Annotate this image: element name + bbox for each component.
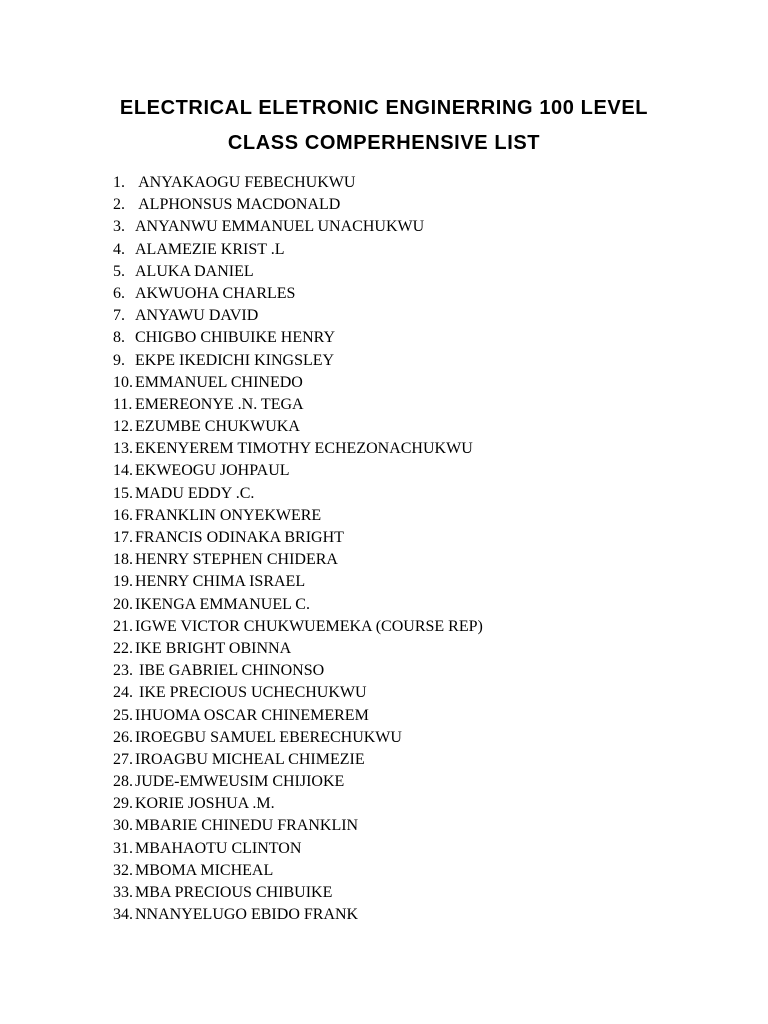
list-item-number: 17. [113,529,133,546]
list-item [113,283,483,305]
list-item-name: EKPE IKEDICHI KINGSLEY [135,351,335,369]
list-item-name: EKENYEREM TIMOTHY ECHEZONACHUKWU [135,440,473,458]
list-item-number: 32. [113,861,133,879]
list-item-name: IKE PRECIOUS UCHECHUKWU [135,684,367,702]
list-item-name: EZUMBE CHUKWUKA [135,418,300,436]
list-item [113,350,483,372]
list-item-number: 1. [113,174,125,191]
list-item [113,638,483,660]
list-item-name: EMEREONYE .N. TEGA [135,395,304,413]
list-item-name: ALUKA DANIEL [135,262,254,280]
list-item [113,682,483,704]
list-item-number: 31. [113,839,133,857]
list-item-name: IGWE VICTOR CHUKWUEMEKA (COURSE REP) [135,617,483,635]
list-item-name: MBARIE CHINEDU FRANKLIN [135,817,359,835]
list-item-number: 30. [113,817,133,835]
list-item-number: 9. [113,351,125,369]
list-item-name: AKWUOHA CHARLES [135,284,296,302]
list-item [113,261,483,283]
list-item-number: 13. [113,440,133,458]
list-item-name: HENRY STEPHEN CHIDERA [135,551,338,569]
list-item-name: IBE GABRIEL CHINONSO [135,662,325,680]
list-item-number: 12. [113,418,133,436]
list-item-name: MADU EDDY .C. [135,484,255,502]
list-item-number: 10. [113,373,133,391]
list-item [113,438,483,460]
list-item-number: 28. [113,773,133,791]
list-item-name: IROAGBU MICHEAL CHIMEZIE [135,750,365,768]
list-item [113,505,483,527]
list-item-name: ALPHONSUS MACDONALD [135,196,341,214]
list-item-name: JUDE-EMWEUSIM CHIJIOKE [135,773,345,791]
list-item-name: NNANYELUGO EBIDO FRANK [135,906,359,924]
list-item [113,372,483,394]
list-item-name: ANYAKAOGU FEBECHUKWU [135,174,356,191]
list-item [113,860,483,882]
list-item [113,749,483,771]
list-item [113,416,483,438]
list-item [113,394,483,416]
list-item-number: 14. [113,462,133,480]
list-item [113,838,483,860]
list-item-number: 23. [113,662,133,680]
student-list [113,172,483,926]
list-item-number: 33. [113,884,133,901]
list-item [113,904,483,926]
list-item-number: 26. [113,728,133,746]
list-item [113,660,483,682]
list-item-name: EKWEOGU JOHPAUL [135,462,290,480]
list-item-name: ANYAWU DAVID [135,307,259,325]
list-item-name: IKENGA EMMANUEL C. [135,595,310,613]
list-item-name: KORIE JOSHUA .M. [135,795,275,813]
list-item [113,460,483,482]
list-item-name: CHIGBO CHIBUIKE HENRY [135,329,335,347]
list-item-number: 11. [113,395,133,413]
list-item-number: 7. [113,307,125,325]
list-item-number: 24. [113,684,133,702]
list-item-name: MBA PRECIOUS CHIBUIKE [135,884,333,901]
list-item-name: FRANCIS ODINAKA BRIGHT [135,529,344,546]
list-item-number: 2. [113,196,125,214]
list-item-name: HENRY CHIMA ISRAEL [135,573,306,591]
list-item [113,172,483,194]
list-item [113,194,483,216]
list-item-number: 34. [113,906,133,924]
list-item-name: MBAHAOTU CLINTON [135,839,302,857]
list-item-name: EMMANUEL CHINEDO [135,373,303,391]
list-item-number: 19. [113,573,133,591]
list-item [113,793,483,815]
list-item [113,483,483,505]
list-item [113,815,483,837]
list-item-name: FRANKLIN ONYEKWERE [135,506,322,524]
list-item [113,882,483,904]
list-item-name: ALAMEZIE KRIST .L [135,240,285,258]
list-item-number: 3. [113,218,125,236]
list-item-name: IHUOMA OSCAR CHINEMEREM [135,706,369,724]
list-item [113,327,483,349]
list-item-number: 29. [113,795,133,813]
list-item-number: 16. [113,506,133,524]
document-title: ELECTRICAL ELETRONIC ENGINERRING 100 LEVEL [119,97,649,119]
list-item-number: 6. [113,284,125,302]
list-item [113,771,483,793]
list-item-name: IROEGBU SAMUEL EBERECHUKWU [135,728,402,746]
list-item [113,216,483,238]
list-item-number: 22. [113,639,133,657]
list-item-name: MBOMA MICHEAL [135,861,274,879]
list-item [113,571,483,593]
list-item-name: ANYANWU EMMANUEL UNACHUKWU [135,218,425,236]
list-item [113,727,483,749]
list-item [113,549,483,571]
list-item-number: 5. [113,262,125,280]
list-item [113,527,483,549]
list-item-number: 15. [113,484,133,502]
list-item [113,305,483,327]
list-item-number: 8. [113,329,125,347]
list-item-number: 20. [113,595,133,613]
list-item-name: IKE BRIGHT OBINNA [135,639,292,657]
list-item-number: 18. [113,551,133,569]
list-item [113,616,483,638]
list-item [113,705,483,727]
list-item [113,239,483,261]
list-item [113,594,483,616]
list-item-number: 21. [113,617,133,635]
document-subtitle: CLASS COMPERHENSIVE LIST [227,132,541,154]
list-item-number: 4. [113,240,125,258]
list-item-number: 27. [113,750,133,768]
list-item-number: 25. [113,706,133,724]
